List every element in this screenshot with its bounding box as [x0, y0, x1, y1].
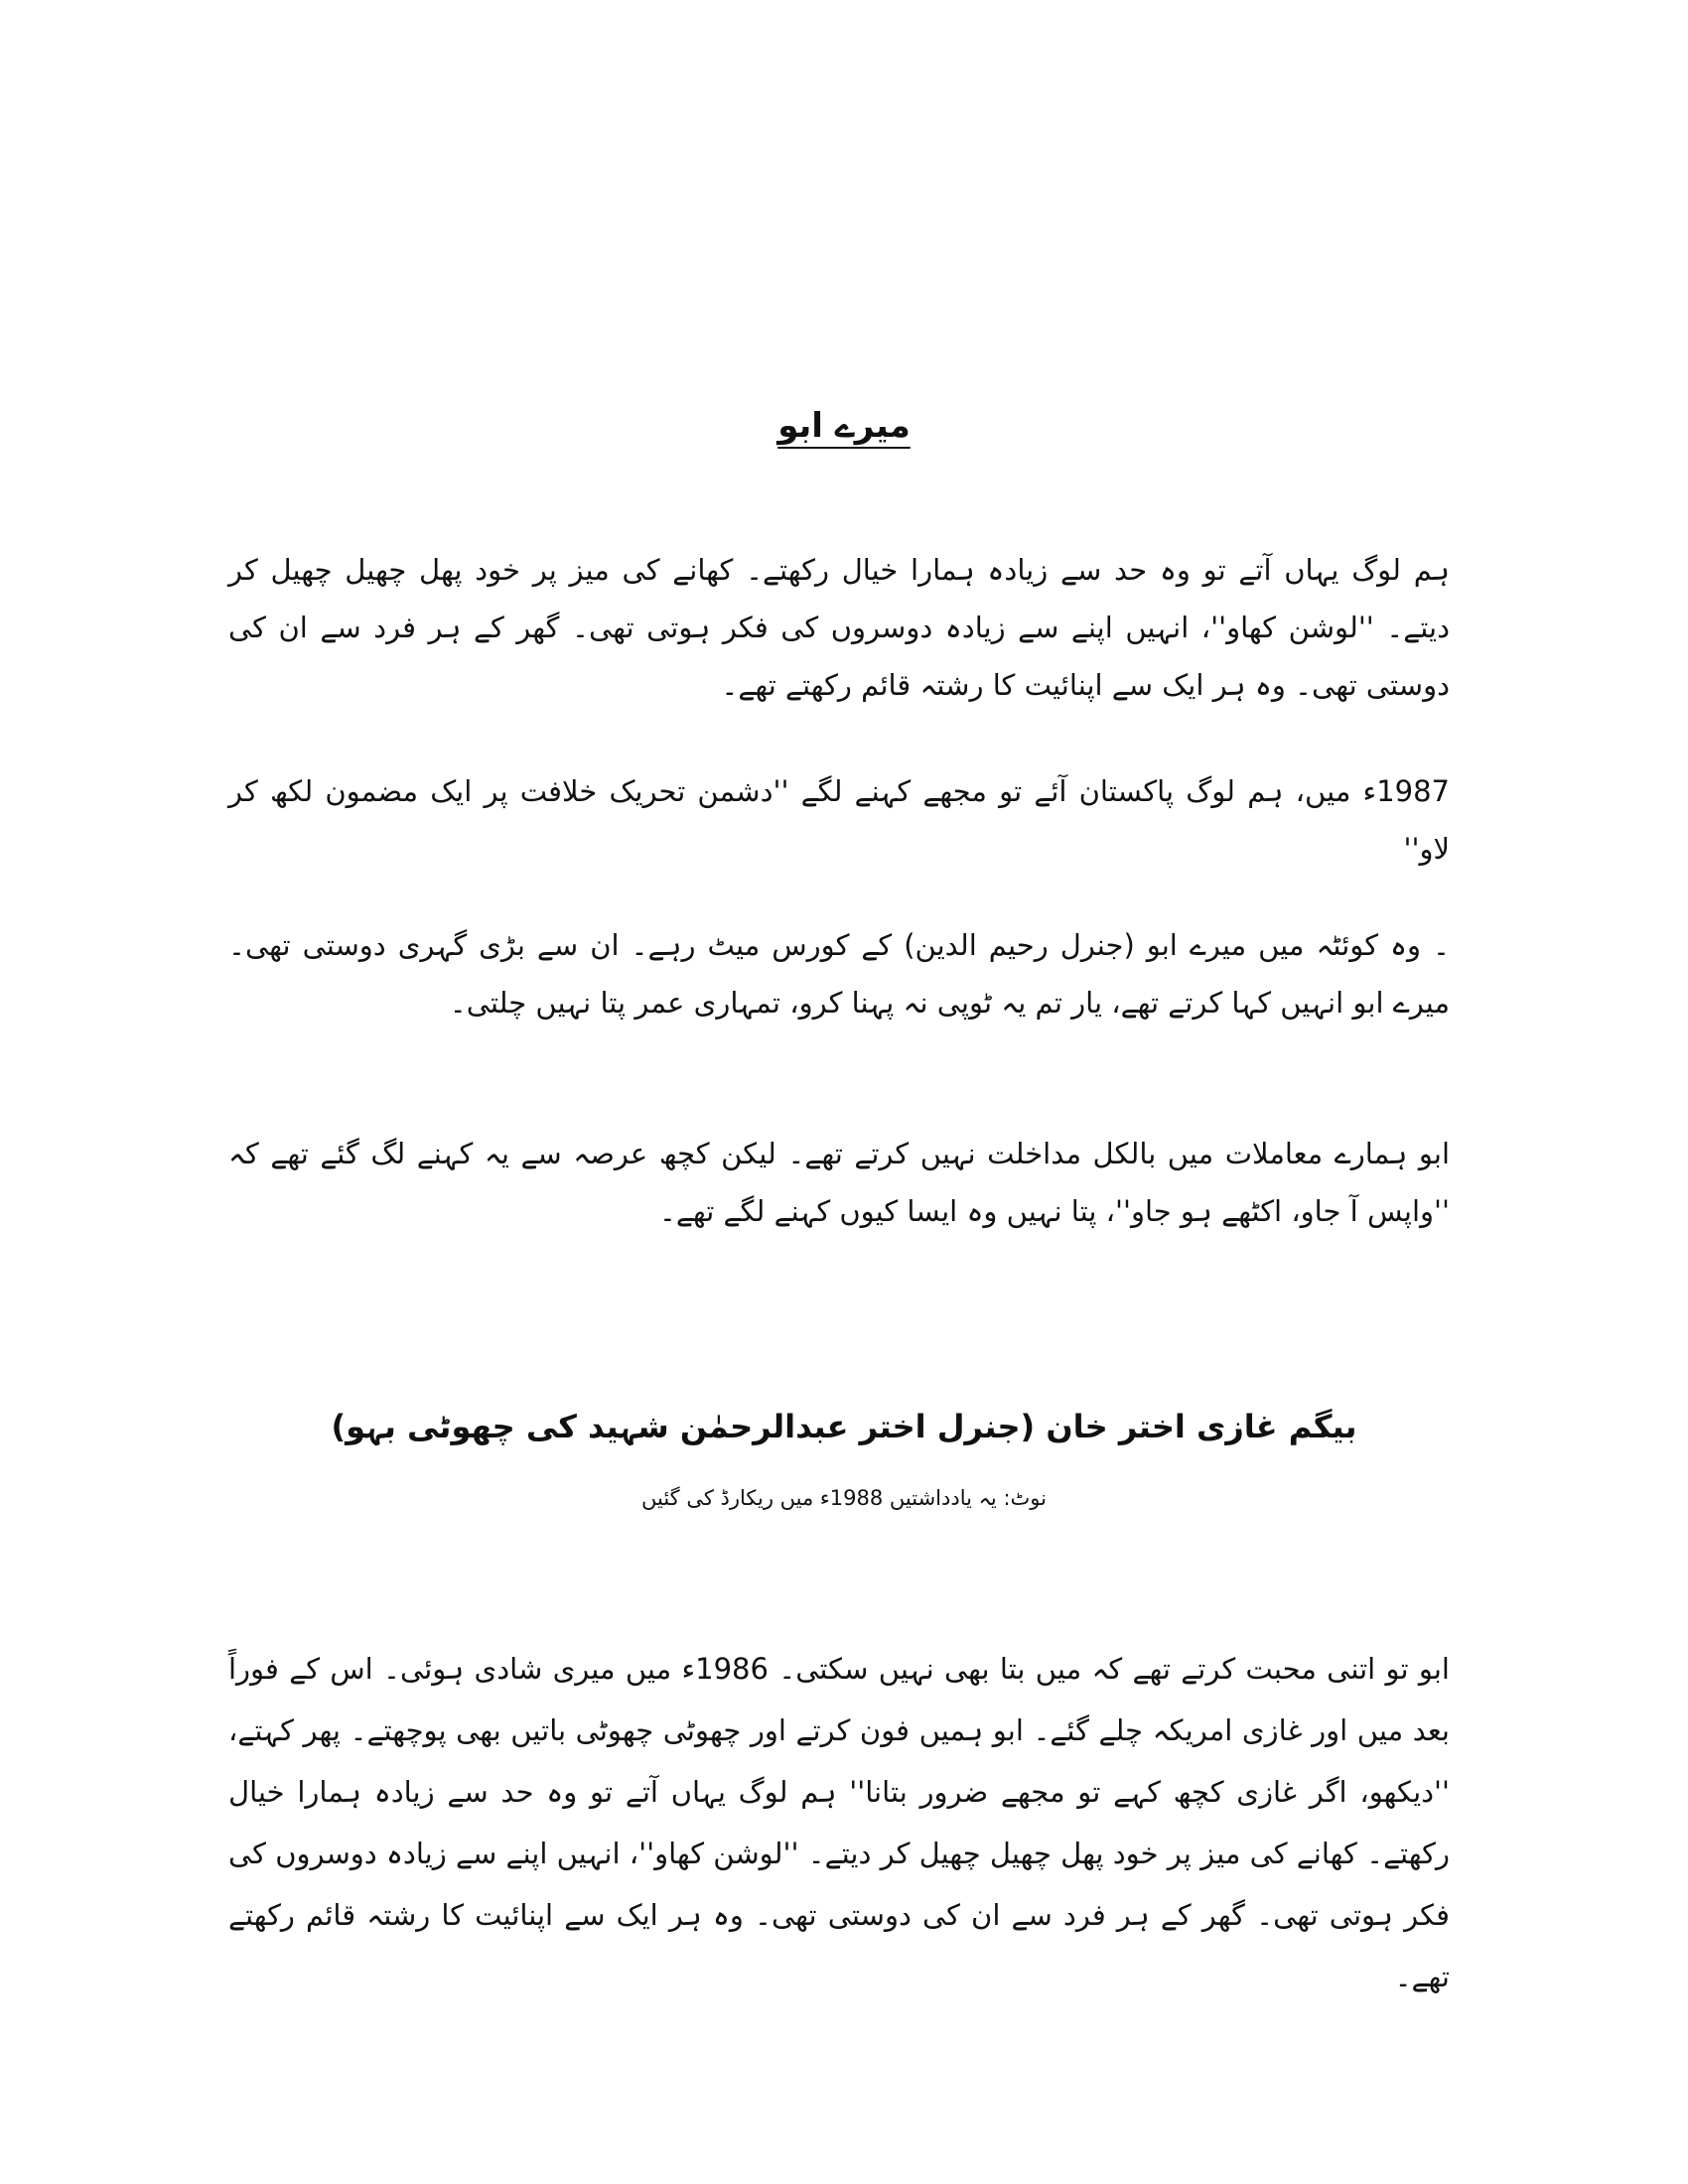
paragraph-2: 1987ء میں، ہم لوگ پاکستان آئے تو مجھے کہنے لگے ''دشمن تحریک خلافت پر ایک مضمون لکھ کر لاو'': [228, 774, 1450, 866]
recording-note: نوٹ: یہ یادداشتیں 1988ء میں ریکارڈ کی گئیں: [641, 1486, 1047, 1510]
title-text: میرے ابو: [777, 406, 911, 446]
paragraph-5: ابو تو اتنی محبت کرتے تھے کہ میں بتا بھی نہیں سکتی۔ 1986ء میں میری شادی ہوئی۔ اس کے فوراً بعد میں اور غازی امریکہ چلے گئے۔ ابو ہمیں فون کرتے اور چھوٹی چھوٹی باتیں بھی پوچھتے۔ پھر کہتے، ''دیکھو، اگر غازی کچھ کہے تو مجھے ضرور بتانا'' ہم لوگ یہاں آتے تو وہ حد سے زیادہ ہمارا خیال رکھتے۔ کھانے کی میز پر خود پھل چھیل چھیل کر دیتے۔ ''لوشن کھاو''، انہیں اپنے سے زیادہ دوسروں کی فکر ہوتی تھی۔ گھر کے ہر فرد سے ان کی دوستی تھی۔ وہ ہر ایک سے اپنائیت کا رشتہ قائم رکھتے تھے۔: [228, 1652, 1450, 1993]
paragraph-3: ۔ وہ کوئٹہ میں میرے ابو (جنرل رحیم الدین) کے کورس میٹ رہے۔ ان سے بڑی گہری دوستی تھی۔ میرے ابو انہیں کہا کرتے تھے، یار تم یہ ٹوپی نہ پہنا کرو، تمہاری عمر پتا نہیں چلتی۔: [228, 928, 1450, 1020]
paragraph-1: ہم لوگ یہاں آتے تو وہ حد سے زیادہ ہمارا خیال رکھتے۔ کھانے کی میز پر خود پھل چھیل چھیل کر دیتے۔ ''لوشن کھاو''، انہیں اپنے سے زیادہ دوسروں کی فکر ہوتی تھی۔ گھر کے ہر فرد سے ان کی دوستی تھی۔ وہ ہر ایک سے اپنائیت کا رشتہ قائم رکھتے تھے۔: [228, 553, 1450, 702]
page-title: [0, 405, 1688, 446]
author-credit: بیگم غازی اختر خان (جنرل اختر عبدالرحمٰن شہید کی چھوٹی بہو): [331, 1408, 1357, 1445]
paragraph-4: ابو ہمارے معاملات میں بالکل مداخلت نہیں کرتے تھے۔ لیکن کچھ عرصہ سے یہ کہنے لگ گئے تھے کہ ''واپس آ جاو، اکٹھے ہو جاو''، پتا نہیں وہ ایسا کیوں کہنے لگے تھے۔: [228, 1137, 1450, 1228]
